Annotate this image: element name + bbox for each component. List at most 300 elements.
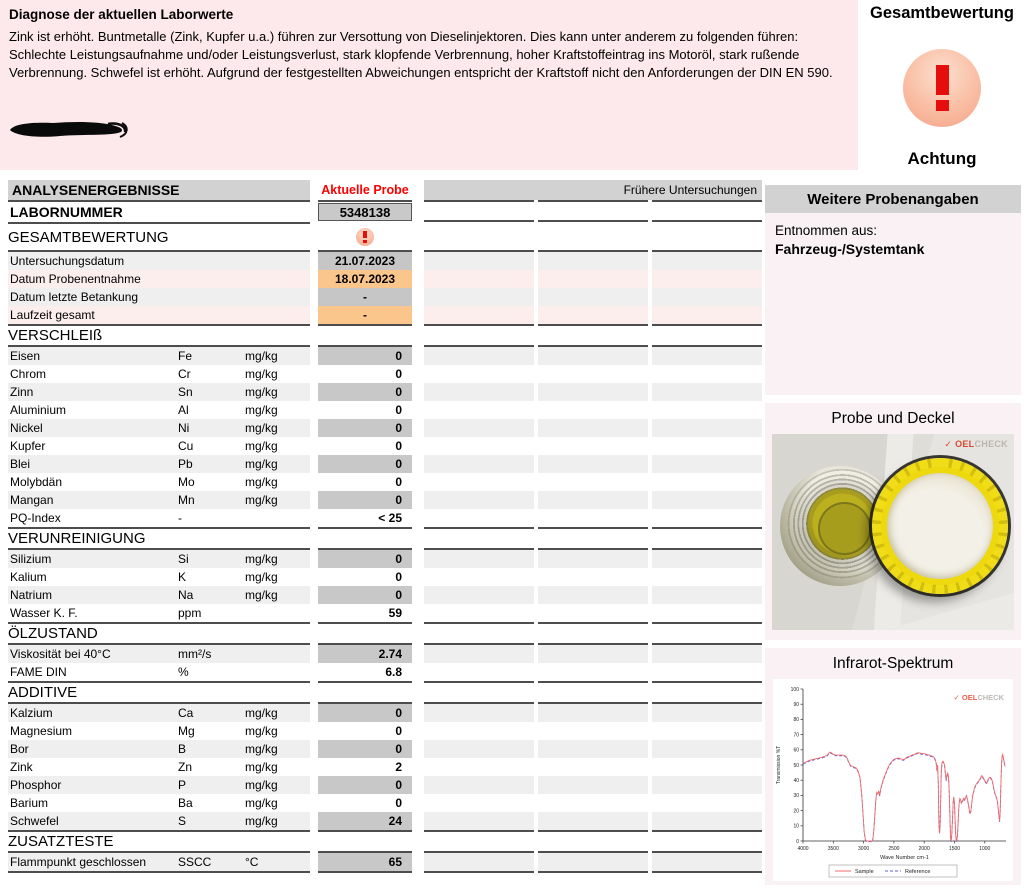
table-row: [8, 437, 762, 455]
table-row: [8, 365, 762, 383]
current-sample-value: 0: [395, 475, 402, 489]
previous-sample-cell: [538, 663, 648, 681]
parameter-symbol: S: [178, 814, 187, 828]
labornummer-row: [8, 202, 762, 222]
previous-sample-cell: [424, 509, 534, 527]
previous-sample-cell: [538, 252, 648, 270]
previous-sample-cell: [652, 455, 762, 473]
row-label-cell: [8, 509, 310, 527]
current-sample-header: Aktuelle Probe: [321, 183, 409, 197]
sample-photo-box: [765, 403, 1021, 640]
sample-photo-title: Probe und Deckel: [831, 410, 955, 427]
parameter-symbol: Zn: [178, 760, 193, 774]
row-label-cell: [8, 550, 310, 568]
svg-text:3500: 3500: [827, 846, 839, 852]
previous-sample-cell: [424, 252, 534, 270]
parameter-name: Chrom: [10, 367, 47, 381]
previous-sample-cell: [652, 252, 762, 270]
svg-text:1000: 1000: [979, 846, 991, 852]
previous-sample-cell: [652, 419, 762, 437]
table-row: [8, 663, 762, 681]
previous-sample-cell: [538, 491, 648, 509]
previous-sample-cell: [424, 568, 534, 586]
parameter-name: Schwefel: [10, 814, 59, 828]
previous-sample-cell: [652, 383, 762, 401]
svg-text:80: 80: [793, 717, 799, 724]
current-sample-value: -: [318, 306, 412, 324]
parameter-name: Kupfer: [10, 439, 46, 453]
previous-sample-cell: [424, 288, 534, 306]
parameter-unit: mg/kg: [245, 778, 278, 792]
current-sample-value: 0: [318, 740, 412, 758]
row-label-cell: [8, 252, 310, 270]
parameter-name: Eisen: [10, 349, 41, 363]
section-title-oelzustand: ÖLZUSTAND: [8, 625, 98, 642]
current-sample-value: 0: [395, 367, 402, 381]
sample-info-row: [8, 252, 762, 270]
section-divider: [8, 871, 762, 873]
parameter-unit: mg/kg: [245, 570, 278, 584]
parameter-name: Nickel: [10, 421, 43, 435]
current-sample-value: 0: [318, 383, 412, 401]
previous-sample-cell: [652, 306, 762, 324]
current-sample-value: 0: [318, 455, 412, 473]
row-label-cell: [8, 812, 310, 830]
table-row: [8, 645, 762, 663]
section-title-zusatzteste: ZUSATZTESTE: [8, 833, 114, 850]
previous-sample-cell: [538, 437, 648, 455]
previous-sample-cell: [424, 722, 534, 740]
overall-rating-title: Gesamtbewertung: [870, 4, 1014, 22]
row-label-cell: [8, 455, 310, 473]
svg-text:50: 50: [793, 762, 799, 769]
previous-sample-cell: [424, 740, 534, 758]
table-row: [8, 455, 762, 473]
previous-sample-cell: [424, 704, 534, 722]
previous-sample-cell: [538, 288, 648, 306]
previous-sample-cell: [538, 347, 648, 365]
sample-details-title: Weitere Probenangaben: [765, 185, 1021, 213]
row-label-cell: [8, 740, 310, 758]
exclamation-bar: [936, 65, 949, 95]
gesamtbewertung-row: [8, 224, 762, 250]
section-title-additive: ADDITIVE: [8, 684, 78, 701]
labornummer-value: 5348138: [318, 203, 412, 221]
row-label-cell: [8, 383, 310, 401]
previous-sample-cell: [652, 568, 762, 586]
previous-sample-cell: [652, 202, 762, 222]
photo-background-strip: [810, 591, 1014, 630]
previous-sample-cell: [652, 437, 762, 455]
current-sample-value: 0: [395, 403, 402, 417]
section-rows-zusatzteste: [8, 853, 762, 871]
svg-text:Sample: Sample: [855, 869, 874, 875]
current-sample-value: 0: [318, 491, 412, 509]
previous-sample-cell: [538, 586, 648, 604]
table-row: [8, 740, 762, 758]
overall-rating-panel: [860, 4, 1024, 169]
taken-from-label: Entnommen aus:: [775, 223, 878, 238]
previous-sample-cell: [652, 347, 762, 365]
previous-sample-cell: [424, 645, 534, 663]
previous-sample-cell: [538, 812, 648, 830]
sample-info-row: [8, 270, 762, 288]
row-label-cell: [8, 794, 310, 812]
row-label-cell: [8, 347, 310, 365]
parameter-name: Viskosität bei 40°C: [10, 647, 111, 661]
row-label-cell: [8, 491, 310, 509]
parameter-name: Aluminium: [10, 403, 67, 417]
table-row: [8, 586, 762, 604]
row-label-cell: [8, 586, 310, 604]
svg-text:1500: 1500: [948, 846, 961, 852]
sample-lid-image: [872, 458, 1008, 594]
previous-sample-cell: [652, 663, 762, 681]
previous-sample-cell: [424, 365, 534, 383]
table-row: [8, 812, 762, 830]
parameter-name: Laufzeit gesamt: [10, 308, 95, 322]
parameter-unit: mg/kg: [245, 385, 278, 399]
previous-sample-cell: [424, 758, 534, 776]
section-title-verunreinigung: VERUNREINIGUNG: [8, 530, 146, 547]
table-header-row: [8, 180, 762, 200]
previous-sample-cell: [424, 853, 534, 871]
parameter-symbol: SSCC: [178, 855, 212, 869]
previous-sample-cell: [652, 645, 762, 663]
warning-exclamation-icon-small: [356, 228, 374, 246]
previous-sample-cell: [424, 383, 534, 401]
current-sample-value: 0: [395, 570, 402, 584]
previous-sample-cell: [424, 473, 534, 491]
previous-sample-cell: [538, 722, 648, 740]
svg-text:20: 20: [793, 808, 799, 815]
parameter-name: Kalzium: [10, 706, 53, 720]
table-title: ANALYSENERGEBNISSE: [8, 180, 310, 200]
svg-text:Reference: Reference: [905, 869, 931, 875]
parameter-name: Datum letzte Betankung: [10, 290, 139, 304]
previous-sample-cell: [424, 455, 534, 473]
previous-sample-cell: [652, 550, 762, 568]
previous-sample-cell: [424, 419, 534, 437]
svg-text:100: 100: [790, 686, 799, 693]
parameter-name: Silizium: [10, 552, 52, 566]
parameter-name: Blei: [10, 457, 31, 471]
previous-sample-cell: [538, 645, 648, 663]
parameter-unit: mg/kg: [245, 457, 278, 471]
svg-text:2000: 2000: [918, 846, 930, 852]
current-sample-value: 0: [318, 586, 412, 604]
svg-text:2500: 2500: [888, 846, 900, 852]
parameter-symbol: Ba: [178, 796, 193, 810]
parameter-symbol: Al: [178, 403, 189, 417]
previous-sample-cell: [424, 270, 534, 288]
section-rows-verunreinigung: [8, 550, 762, 622]
parameter-name: Magnesium: [10, 724, 73, 738]
previous-sample-cell: [652, 473, 762, 491]
parameter-unit: mg/kg: [245, 706, 278, 720]
parameter-symbol: Cu: [178, 439, 194, 453]
previous-sample-cell: [538, 455, 648, 473]
previous-sample-cell: [538, 419, 648, 437]
sample-details-box: [765, 185, 1021, 395]
current-sample-value: 0: [318, 550, 412, 568]
row-label-cell: [8, 604, 310, 622]
diagnosis-title: Diagnose der aktuellen Laborwerte: [9, 7, 234, 22]
table-row: [8, 776, 762, 794]
parameter-symbol: -: [178, 511, 182, 525]
previous-sample-cell: [652, 401, 762, 419]
previous-sample-cell: [652, 604, 762, 622]
parameter-symbol: Pb: [178, 457, 193, 471]
ir-spectrum-title: Infrarot-Spektrum: [832, 655, 954, 672]
table-row: [8, 568, 762, 586]
current-sample-value: 65: [318, 853, 412, 871]
previous-sample-cell: [538, 568, 648, 586]
parameter-name: Natrium: [10, 588, 53, 602]
current-sample-value: 0: [318, 704, 412, 722]
parameter-symbol: Sn: [178, 385, 193, 399]
svg-text:Transmission %T: Transmission %T: [776, 745, 782, 785]
table-row: [8, 347, 762, 365]
row-label-cell: [8, 722, 310, 740]
ir-spectrum-chart: [773, 679, 1013, 881]
parameter-unit: mg/kg: [245, 493, 278, 507]
parameter-unit: °C: [245, 855, 259, 869]
parameter-name: Wasser K. F.: [10, 606, 78, 620]
parameter-unit: mg/kg: [245, 439, 278, 453]
section-divider: [8, 527, 762, 529]
section-divider: [8, 830, 762, 832]
parameter-symbol: mm²/s: [178, 647, 212, 661]
svg-text:Wave Number cm-1: Wave Number cm-1: [880, 855, 929, 861]
parameter-symbol: %: [178, 665, 189, 679]
taken-from-value: Fahrzeug-/Systemtank: [775, 241, 925, 257]
parameter-unit: mg/kg: [245, 403, 278, 417]
row-label-cell: [8, 473, 310, 491]
svg-text:90: 90: [793, 702, 799, 708]
current-sample-value: 6.8: [385, 665, 402, 679]
section-divider: [8, 324, 762, 326]
previous-sample-cell: [652, 853, 762, 871]
section-rows-additive: [8, 704, 762, 830]
previous-sample-cell: [652, 812, 762, 830]
row-label-cell: [8, 419, 310, 437]
previous-sample-cell: [652, 491, 762, 509]
parameter-name: Datum Probenentnahme: [10, 272, 141, 286]
table-row: [8, 758, 762, 776]
row-label-cell: [8, 758, 310, 776]
previous-sample-cell: [538, 401, 648, 419]
sample-info-row: [8, 306, 762, 324]
redacted-scribble: [8, 120, 132, 142]
parameter-symbol: Mg: [178, 724, 195, 738]
parameter-name: PQ-Index: [10, 511, 61, 525]
ir-spectrum-box: [765, 648, 1021, 885]
table-row: [8, 853, 762, 871]
parameter-symbol: Mo: [178, 475, 195, 489]
parameter-symbol: Na: [178, 588, 194, 602]
previous-sample-cell: [538, 270, 648, 288]
parameter-unit: mg/kg: [245, 349, 278, 363]
previous-sample-cell: [424, 437, 534, 455]
current-sample-value: 24: [318, 812, 412, 830]
parameter-unit: mg/kg: [245, 421, 278, 435]
previous-sample-cell: [538, 776, 648, 794]
table-row: [8, 604, 762, 622]
previous-sample-cell: [538, 550, 648, 568]
previous-sample-cell: [652, 365, 762, 383]
section-title-verschleiss: VERSCHLEIß: [8, 327, 103, 344]
table-row: [8, 473, 762, 491]
row-label-cell: [8, 568, 310, 586]
parameter-unit: mg/kg: [245, 475, 278, 489]
parameter-symbol: P: [178, 778, 187, 792]
current-sample-value: 18.07.2023: [318, 270, 412, 288]
previous-sample-cell: [538, 853, 648, 871]
current-sample-value: 21.07.2023: [318, 252, 412, 270]
current-sample-value: 2.74: [318, 645, 412, 663]
previous-sample-cell: [538, 740, 648, 758]
table-row: [8, 401, 762, 419]
previous-sample-cell: [424, 491, 534, 509]
section-rows-verschleiss: [8, 347, 762, 527]
current-sample-value: 0: [318, 776, 412, 794]
section-divider: [8, 681, 762, 683]
table-row: [8, 509, 762, 527]
row-label-cell: [8, 401, 310, 419]
svg-text:3000: 3000: [858, 846, 870, 852]
table-row: [8, 419, 762, 437]
row-label-cell: [8, 645, 310, 663]
parameter-unit: mg/kg: [245, 367, 278, 381]
table-row: [8, 550, 762, 568]
section-divider: [8, 622, 762, 624]
previous-sample-cell: [538, 794, 648, 812]
parameter-name: Mangan: [10, 493, 54, 507]
overall-status-label: Achtung: [907, 149, 977, 168]
previous-sample-cell: [538, 365, 648, 383]
previous-sample-cell: [538, 604, 648, 622]
svg-text:10: 10: [793, 823, 799, 830]
check-icon: ✓: [944, 439, 953, 449]
current-sample-value: 59: [388, 606, 402, 620]
previous-sample-cell: [538, 383, 648, 401]
previous-sample-cell: [652, 270, 762, 288]
svg-text:4000: 4000: [797, 846, 809, 852]
parameter-symbol: K: [178, 570, 187, 584]
previous-sample-cell: [424, 776, 534, 794]
table-row: [8, 491, 762, 509]
svg-text:30: 30: [793, 793, 799, 800]
parameter-symbol: Fe: [178, 349, 193, 363]
diagnosis-box: [0, 0, 858, 170]
previous-sample-cell: [424, 794, 534, 812]
parameter-symbol: ppm: [178, 606, 202, 620]
previous-sample-cell: [538, 704, 648, 722]
parameter-name: Flammpunkt geschlossen: [10, 855, 147, 869]
parameter-unit: mg/kg: [245, 796, 278, 810]
previous-sample-cell: [652, 509, 762, 527]
row-label-cell: [8, 270, 310, 288]
previous-sample-cell: [652, 288, 762, 306]
current-sample-value: 0: [318, 347, 412, 365]
analysis-results-table: [8, 180, 762, 873]
parameter-symbol: B: [178, 742, 187, 756]
previous-samples-header: Frühere Untersuchungen: [424, 180, 762, 200]
sidebar: [765, 185, 1021, 885]
svg-text:70: 70: [793, 732, 799, 739]
table-row: [8, 383, 762, 401]
previous-sample-cell: [652, 758, 762, 776]
sample-photo: [772, 434, 1014, 630]
table-row: [8, 722, 762, 740]
parameter-symbol: Ni: [178, 421, 190, 435]
svg-text:✓ OELCHECK: ✓ OELCHECK: [953, 693, 1004, 702]
row-label-cell: [8, 853, 310, 871]
section-rows-oelzustand: [8, 645, 762, 681]
row-label-cell: [8, 306, 310, 324]
parameter-symbol: Cr: [178, 367, 191, 381]
svg-text:60: 60: [793, 747, 799, 754]
row-label-cell: [8, 776, 310, 794]
sample-info-row: [8, 288, 762, 306]
previous-sample-cell: [538, 758, 648, 776]
previous-sample-cell: [424, 586, 534, 604]
parameter-symbol: Si: [178, 552, 189, 566]
current-sample-value: < 25: [378, 511, 402, 525]
parameter-name: Zink: [10, 760, 33, 774]
previous-sample-cell: [652, 794, 762, 812]
current-sample-value: 2: [395, 760, 402, 774]
svg-text:0: 0: [796, 838, 799, 845]
diagnosis-text: Zink ist erhöht. Buntmetalle (Zink, Kupfer u.a.) führen zur Versottung von Dieselinjektoren. Dies kann unter anderem zu folgenden führen: Schlechte Leistungsaufnahme und/oder Leistungsverlust, stark klopfende Verbrennung, hoher Kraftstoffeintrag ins Motoröl, stark rußende Verbrennung. Schwefel ist erhöht. Aufgrund der festgestellten Abweichungen entspricht der Kraftstoff nicht den Anforderungen der DIN EN 590.: [9, 29, 833, 80]
parameter-name: Bor: [10, 742, 29, 756]
parameter-name: Kalium: [10, 570, 47, 584]
row-label-cell: [8, 663, 310, 681]
parameter-unit: mg/kg: [245, 588, 278, 602]
previous-sample-cell: [538, 473, 648, 491]
row-label-cell: [8, 704, 310, 722]
row-label-cell: [8, 365, 310, 383]
parameter-name: Zinn: [10, 385, 34, 399]
parameter-name: Molybdän: [10, 475, 63, 489]
parameter-unit: mg/kg: [245, 552, 278, 566]
previous-sample-cell: [652, 740, 762, 758]
row-label-cell: [8, 437, 310, 455]
gesamtbewertung-label: GESAMTBEWERTUNG: [8, 228, 169, 246]
previous-sample-cell: [424, 401, 534, 419]
current-sample-value: 0: [395, 796, 402, 810]
parameter-name: FAME DIN: [10, 665, 67, 679]
current-sample-value: 0: [395, 439, 402, 453]
parameter-name: Untersuchungsdatum: [10, 254, 125, 268]
current-sample-value: -: [318, 288, 412, 306]
svg-text:40: 40: [793, 778, 799, 784]
row-label-cell: [8, 288, 310, 306]
parameter-unit: mg/kg: [245, 814, 278, 828]
parameter-unit: mg/kg: [245, 724, 278, 738]
previous-sample-cell: [424, 347, 534, 365]
labornummer-label: LABORNUMMER: [10, 204, 123, 220]
parameter-unit: mg/kg: [245, 760, 278, 774]
previous-sample-cell: [424, 812, 534, 830]
previous-sample-cell: [538, 509, 648, 527]
previous-sample-cell: [538, 306, 648, 324]
current-sample-value: 0: [395, 724, 402, 738]
ir-spectrum-svg: [773, 679, 1013, 881]
parameter-name: Phosphor: [10, 778, 62, 792]
parameter-name: Barium: [10, 796, 49, 810]
